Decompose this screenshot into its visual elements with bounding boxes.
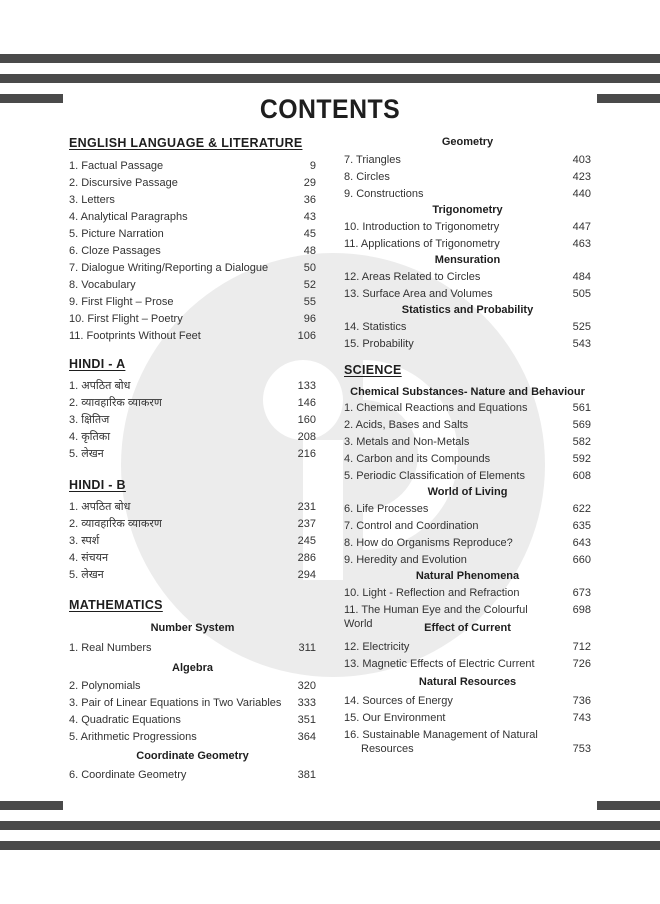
toc-entry[interactable]: 4. Carbon and its Compounds 592 xyxy=(344,453,591,465)
section-heading-science: SCIENCE xyxy=(344,363,402,377)
toc-entry[interactable]: 16. Sustainable Management of Natural Resources 753 xyxy=(344,729,591,755)
toc-entry[interactable]: 3. क्षितिज 160 xyxy=(69,414,316,426)
toc-entry[interactable]: 8. How do Organisms Reproduce? 643 xyxy=(344,537,591,549)
toc-entry[interactable]: 11. Footprints Without Feet 106 xyxy=(69,330,316,342)
toc-entry[interactable]: 5. लेखन 216 xyxy=(69,448,316,460)
subheading-natural-resources: Natural Resources xyxy=(418,676,517,688)
toc-entry[interactable]: 6. Coordinate Geometry 381 xyxy=(69,769,316,781)
subheading-statistics-probability: Statistics and Probability xyxy=(401,304,534,316)
toc-entry[interactable]: 2. Discursive Passage 29 xyxy=(69,177,316,189)
toc-entry[interactable]: 13. Surface Area and Volumes 505 xyxy=(344,288,591,300)
toc-entry[interactable]: 5. लेखन 294 xyxy=(69,569,316,581)
toc-entry[interactable]: 11. The Human Eye and the Colourful World 698 xyxy=(344,604,591,630)
toc-entry[interactable]: 9. First Flight – Prose 55 xyxy=(69,296,316,308)
toc-entry[interactable]: 14. Sources of Energy 736 xyxy=(344,695,591,707)
bottom-right-stub xyxy=(597,801,660,810)
toc-entry[interactable]: 7. Triangles 403 xyxy=(344,154,591,166)
toc-entry[interactable]: 4. कृतिका 208 xyxy=(69,431,316,443)
toc-entry[interactable]: 2. Acids, Bases and Salts 569 xyxy=(344,419,591,431)
right-column xyxy=(344,136,591,760)
toc-entry[interactable]: 10. Light - Reflection and Refraction 673 xyxy=(344,587,591,599)
subheading-natural-phenomena: Natural Phenomena xyxy=(415,570,520,582)
toc-entry[interactable]: 5. Arithmetic Progressions 364 xyxy=(69,731,316,743)
toc-entry[interactable]: 4. संचयन 286 xyxy=(69,552,316,564)
toc-entry[interactable]: 6. Life Processes 622 xyxy=(344,503,591,515)
toc-entry[interactable]: 10. First Flight – Poetry 96 xyxy=(69,313,316,325)
toc-entry[interactable]: 7. Dialogue Writing/Reporting a Dialogue 50 xyxy=(69,262,316,274)
toc-entry[interactable]: 2. व्यावहारिक व्याकरण 237 xyxy=(69,518,316,530)
toc-entry[interactable]: 1. Factual Passage 9 xyxy=(69,160,316,172)
toc-entry[interactable]: 12. Electricity 712 xyxy=(344,641,591,653)
toc-entry[interactable]: 3. Metals and Non-Metals 582 xyxy=(344,436,591,448)
subheading-chemical-substances: Chemical Substances- Nature and Behaviour xyxy=(350,386,585,398)
subheading-mensuration: Mensuration xyxy=(434,254,501,266)
section-heading-hindi-a: HINDI - A xyxy=(69,357,126,371)
toc-entry[interactable]: 2. Polynomials 320 xyxy=(69,680,316,692)
toc-entry[interactable]: 10. Introduction to Trigonometry 447 xyxy=(344,221,591,233)
subheading-geometry: Geometry xyxy=(441,136,494,148)
toc-entry[interactable]: 3. Letters 36 xyxy=(69,194,316,206)
left-column xyxy=(69,136,316,785)
toc-entry[interactable]: 3. Pair of Linear Equations in Two Variables 333 xyxy=(69,697,316,709)
toc-entry[interactable]: 14. Statistics 525 xyxy=(344,321,591,333)
toc-entry[interactable]: 13. Magnetic Effects of Electric Current 726 xyxy=(344,658,591,670)
bottom-stripe-2 xyxy=(0,841,660,850)
toc-entry[interactable]: 8. Circles 423 xyxy=(344,171,591,183)
toc-entry[interactable]: 9. Heredity and Evolution 660 xyxy=(344,554,591,566)
section-heading-mathematics: MATHEMATICS xyxy=(69,598,163,612)
toc-entry[interactable]: 1. Real Numbers 311 xyxy=(69,642,316,654)
subheading-world-of-living: World of Living xyxy=(427,486,508,498)
toc-entry[interactable]: 3. स्पर्श 245 xyxy=(69,535,316,547)
toc-entry[interactable]: 1. अपठित बोध 231 xyxy=(69,501,316,513)
top-stripe-2 xyxy=(0,74,660,83)
toc-entry[interactable]: 5. Periodic Classification of Elements 608 xyxy=(344,470,591,482)
toc-entry[interactable]: 9. Constructions 440 xyxy=(344,188,591,200)
toc-entry[interactable]: 11. Applications of Trigonometry 463 xyxy=(344,238,591,250)
subheading-coordinate-geometry: Coordinate Geometry xyxy=(136,750,249,762)
subheading-effect-of-current: Effect of Current xyxy=(424,622,511,634)
toc-entry[interactable]: 15. Probability 543 xyxy=(344,338,591,350)
toc-entry[interactable]: 12. Areas Related to Circles 484 xyxy=(344,271,591,283)
toc-entry[interactable]: 6. Cloze Passages 48 xyxy=(69,245,316,257)
toc-entry[interactable]: 4. Analytical Paragraphs 43 xyxy=(69,211,316,223)
subheading-trigonometry: Trigonometry xyxy=(432,204,503,216)
toc-entry[interactable]: 1. अपठित बोध 133 xyxy=(69,380,316,392)
hindi-b-list xyxy=(69,500,316,585)
section-heading-hindi-b: HINDI - B xyxy=(69,478,126,492)
subheading-number-system: Number System xyxy=(150,622,235,634)
english-list xyxy=(69,159,316,346)
toc-entry[interactable]: 15. Our Environment 743 xyxy=(344,712,591,724)
toc-entry[interactable]: 4. Quadratic Equations 351 xyxy=(69,714,316,726)
section-heading-english: ENGLISH LANGUAGE & LITERATURE xyxy=(69,136,303,150)
bottom-stripe-1 xyxy=(0,821,660,830)
bottom-left-stub xyxy=(0,801,63,810)
page-title: CONTENTS xyxy=(259,94,401,124)
toc-entry[interactable]: 1. Chemical Reactions and Equations 561 xyxy=(344,402,591,414)
subheading-algebra: Algebra xyxy=(172,662,213,674)
toc-entry[interactable]: 8. Vocabulary 52 xyxy=(69,279,316,291)
toc-entry[interactable]: 2. व्यावहारिक व्याकरण 146 xyxy=(69,397,316,409)
toc-entry[interactable]: 5. Picture Narration 45 xyxy=(69,228,316,240)
hindi-a-list xyxy=(69,379,316,464)
toc-entry[interactable]: 7. Control and Coordination 635 xyxy=(344,520,591,532)
top-stripe-1 xyxy=(0,54,660,63)
